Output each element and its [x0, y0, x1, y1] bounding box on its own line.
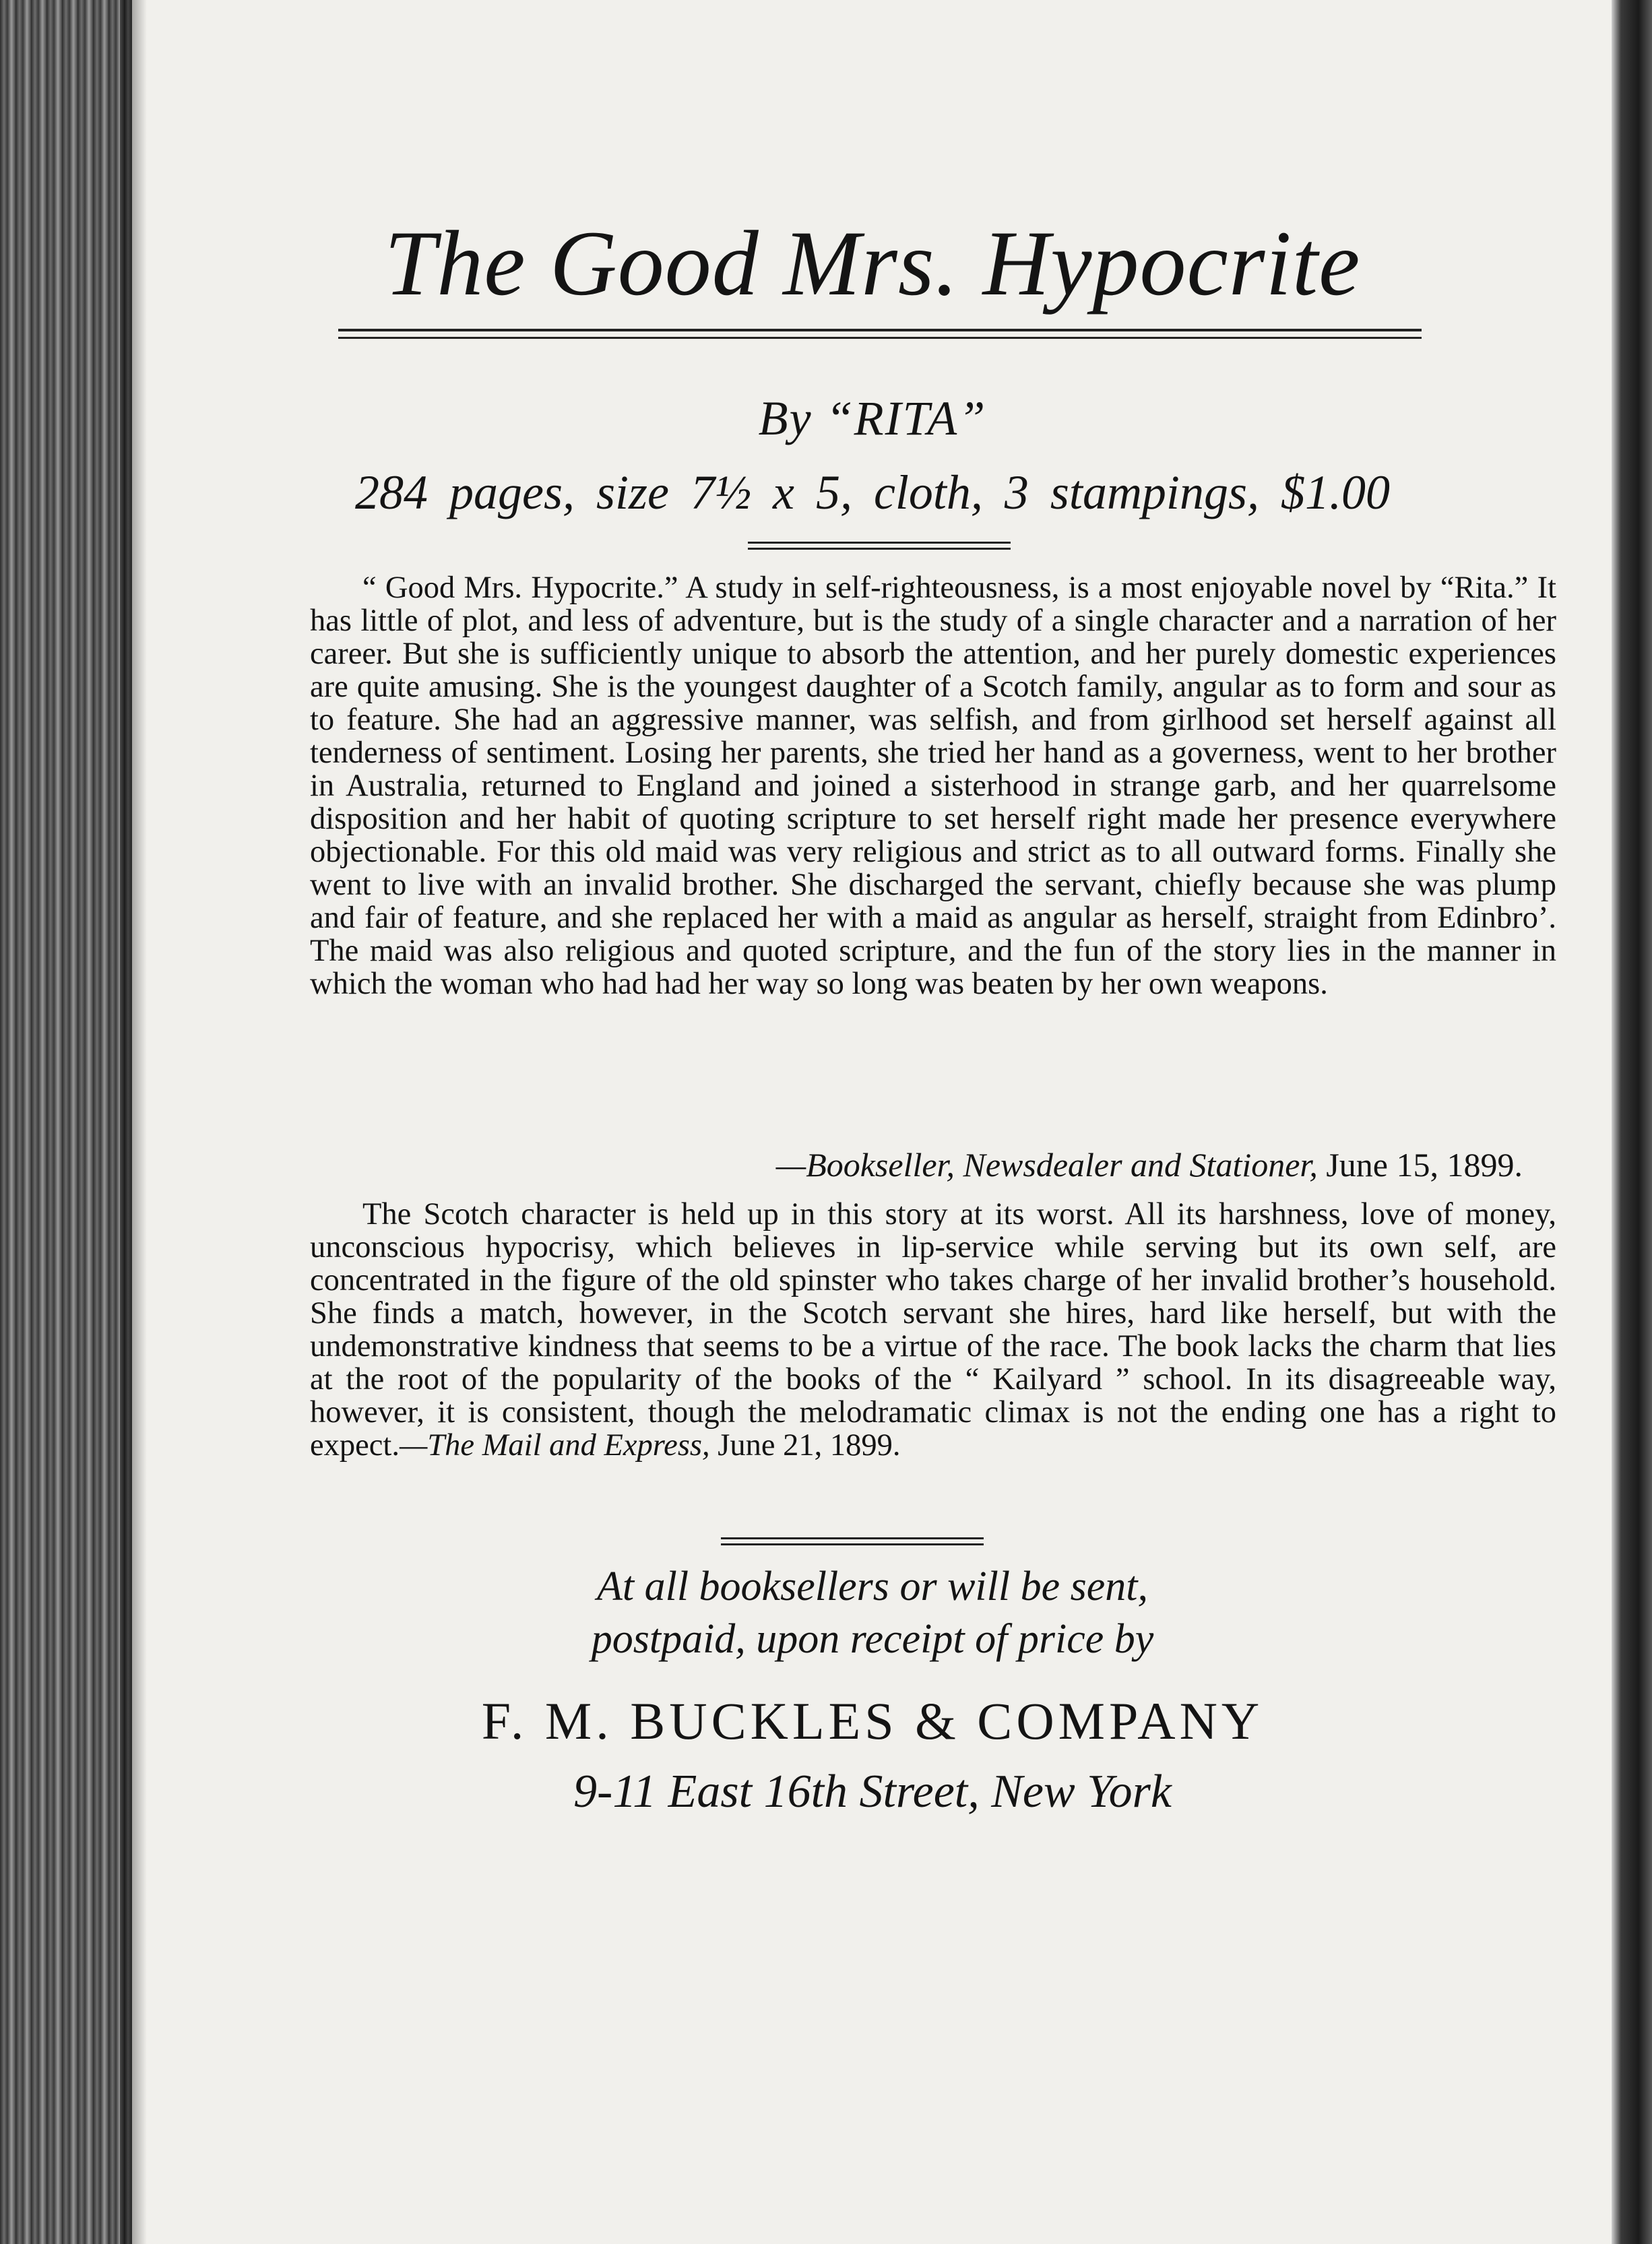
- publisher-name: F. M. BUCKLES & COMPANY: [481, 1692, 1264, 1750]
- specs-rule: [748, 542, 1011, 550]
- page-right-edge: [1612, 0, 1652, 2244]
- review-2-text: The Scotch character is held up in this story at its worst. All its harshness, love of money, unconscious hypocrisy, which believes in lip-service while serving but its own self, are concentrated in the figure of the old spinster who takes charge of her invalid brother’s household. She finds a match, however, in the Scotch servant she hires, hard like herself, but with the undemonstrative kindness that seems to be a virtue of the race. The book lacks the charm that lies at the root of the popularity of the books of the “ Kailyard ” school. In its disagreeable way, however, it is consistent, though the melodramatic climax is not the ending one has a right to expect.: [310, 1197, 1556, 1463]
- review-1-source: —Bookseller, Newsdealer and Stationer,: [775, 1146, 1318, 1184]
- closing-line-2: postpaid, upon receipt of price by: [591, 1616, 1154, 1662]
- book-spine-edge: [0, 0, 132, 2244]
- author-byline: By “RITA”: [758, 391, 987, 445]
- title-rule: [338, 329, 1422, 339]
- publisher-address: 9-11 East 16th Street, New York: [573, 1766, 1172, 1818]
- review-2-paragraph: [310, 1198, 1556, 1462]
- closing-rule: [721, 1537, 984, 1545]
- review-1-date: June 15, 1899.: [1326, 1146, 1523, 1184]
- book-title: The Good Mrs. Hypocrite: [384, 212, 1361, 315]
- book-specs: 284 pages, size 7½ x 5, cloth, 3 stampings, $1.00: [355, 466, 1390, 519]
- review-2: [310, 1198, 1556, 1462]
- review-1-text: “ Good Mrs. Hypocrite.” A study in self-righteousness, is a most enjoyable novel by “Rita.” It has little of plot, and less of adventure, but is the study of a single character and a narration of her career. But she is sufficiently unique to absorb the attention, and her purely domestic experiences are quite amusing. She is the youngest daughter of a Scotch family, angular as to form and sour as to feature. She had an aggressive manner, was selfish, and from girlhood set herself against all tenderness of sentiment. Losing her parents, she tried her hand as a governess, went to her brother in Australia, returned to England and joined a sisterhood in strange garb, and her quarrelsome disposition and her habit of quoting scripture to set herself right made her presence everywhere objectionable. For this old maid was very religious and strict as to all outward forms. Finally she went to live with an invalid brother. She discharged the servant, chiefly because she was plump and fair of feature, and she replaced her with a maid as angular as herself, straight from Edinbro’. The maid was also religious and quoted scripture, and the fun of the story lies in the manner in which the woman who had had her way so long was beaten by her own weapons.: [310, 571, 1556, 1001]
- closing-line-1: At all booksellers or will be sent,: [597, 1564, 1148, 1609]
- advertisement-page: [141, 0, 1603, 2244]
- review-2-date: June 21, 1899.: [718, 1428, 901, 1463]
- review-1-attribution: [310, 1145, 1523, 1184]
- review-1: [310, 571, 1556, 1000]
- review-2-source: —The Mail and Express,: [399, 1428, 710, 1463]
